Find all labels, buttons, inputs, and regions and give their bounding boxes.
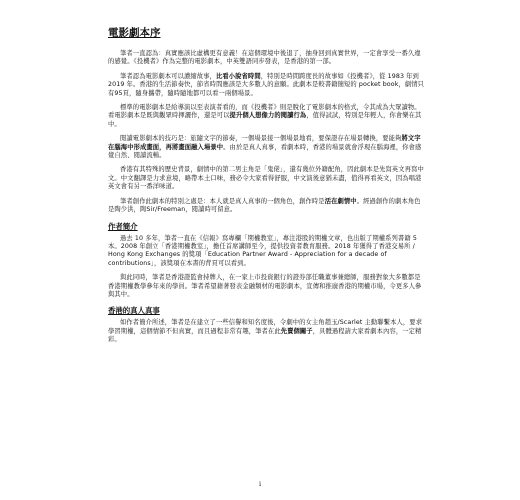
paragraph-real-life [108, 319, 426, 344]
paragraph-compression [108, 73, 426, 98]
paragraph-text: 。經過創作的劇本角色是陶少洪，陶Sir/Freeman，閱讀時可留意。 [108, 197, 421, 214]
emphasis-text: 比看小說省時間 [215, 72, 261, 80]
paragraph-text: 閱讀電影劇本的技巧是：旅隨文字的節奏，一個場景接一個場景地看，要保證存在場景轉換，要能夠 [120, 135, 402, 143]
paragraph-text: 如作者簡介所述，筆者是在建立了一些信譽和知名度後，令劇中的女主角趙玉/Scarlet 主動聯繫本人，要求學習期權，這個情節不但真實，而且過程非常有趣，筆者在此 [108, 319, 423, 335]
emphasis-text: 提升個人想像力的閱讀行為 [229, 112, 307, 120]
paragraph-author-bio: 過去 10 多年，筆者一直在《信報》寫專欄「期權教室」，專注港股的期權文章，也出版了期權系列書籍 5 本。2008 年創立「香港期權教室」，擔任首席講師至今，提供投資者教育服務。2018 年獲得了香港交易所 / Hong Kong Exchanges 的獎項「Education Partner Award - Appreciation for a decade of contributions」，該獎項在本書的背頁可以看到。 [108, 234, 417, 267]
paragraph-text: 筆者認為電影劇本可以濃縮故事， [120, 72, 216, 80]
paragraph-text: 標準的電影劇本是給導演以至表演者看的，而《投機者》則是脫化了電影劇本的格式，令其成為大眾讀物。看電影劇本是既與觀眾時揮灑作，還是可以 [108, 104, 421, 120]
paragraph-text: ，值得試試，特別是年輕人，你會樂在其中。 [108, 112, 422, 128]
paragraph-author-role: 與此同時，筆者是香港證監會持牌人，在一家上市投資銀行的證券部任職董事兼總師，服務對象大多數都是香港期權教學參年來的學員。筆者希望藉著發表金融類材的電影劇本，宣傳和推廣香港的期權市場，令更多人參與其中。 [108, 274, 422, 298]
paragraph-reading-material [108, 104, 426, 129]
paragraph-translation: 香港有其特殊的歷史背景，劇情中的第二男主角是「鬼佬」，還有幾位外籍配角，因此劇本是先寫英文再寫中文。中文翻譯是力求意境，略帶本土口味，務必令大家看得舒服，中文演後意猶未盡，值得再看英文，因為唱港英文會有另一番洋味道。 [108, 166, 424, 191]
emphasis-text: 先賣個關子 [280, 327, 313, 335]
section-heading-author: 作者簡介 [108, 221, 138, 231]
page-title: 電影劇本序 [108, 27, 161, 39]
preface-content [108, 26, 426, 351]
emphasis-text: 活在劇情中 [324, 197, 357, 205]
page-number: i [258, 480, 262, 488]
paragraph-text: 。由於是真人真事，看劇本時，香港的場景就會浮現在腦海裡，你會感覺自然、閱讀流暢。 [108, 143, 422, 160]
paragraph-text: ，特別是時間跨度長的故事如《投機者》，從 1983 年到 2019 年。香港的生活節奏快，節省時間應該是大多數人的意願。此劇本是較書籍簡短的 pocket book，劇情只有95頁，隨身攜帶，隨時隨地都可以看一兩個場景。 [108, 72, 425, 97]
emphasis-text: 將文字在腦海中形成畫面，再將畫面融入場景中 [108, 135, 421, 151]
paragraph-text: 筆者創作此劇本的特別之處是：本人就是真人真事的一個角色，創作時是 [120, 197, 325, 205]
section-heading-real-life: 香港的真人真事 [108, 306, 160, 316]
paragraph-reading-technique [108, 135, 426, 160]
paragraph-special [108, 198, 426, 215]
paragraph-text: ，具體過程請大家看劇本內容，一定精彩。 [108, 327, 422, 344]
paragraph-intro: 筆者一直認為：真實應該比虛構更有意義！在這個環境中後退了，抽身回到真實世界，一定會享受一番久違的感覺。《投機者》作為完整的電影劇本，中英雙語同步發表，是香港的第一部。 [108, 50, 421, 66]
